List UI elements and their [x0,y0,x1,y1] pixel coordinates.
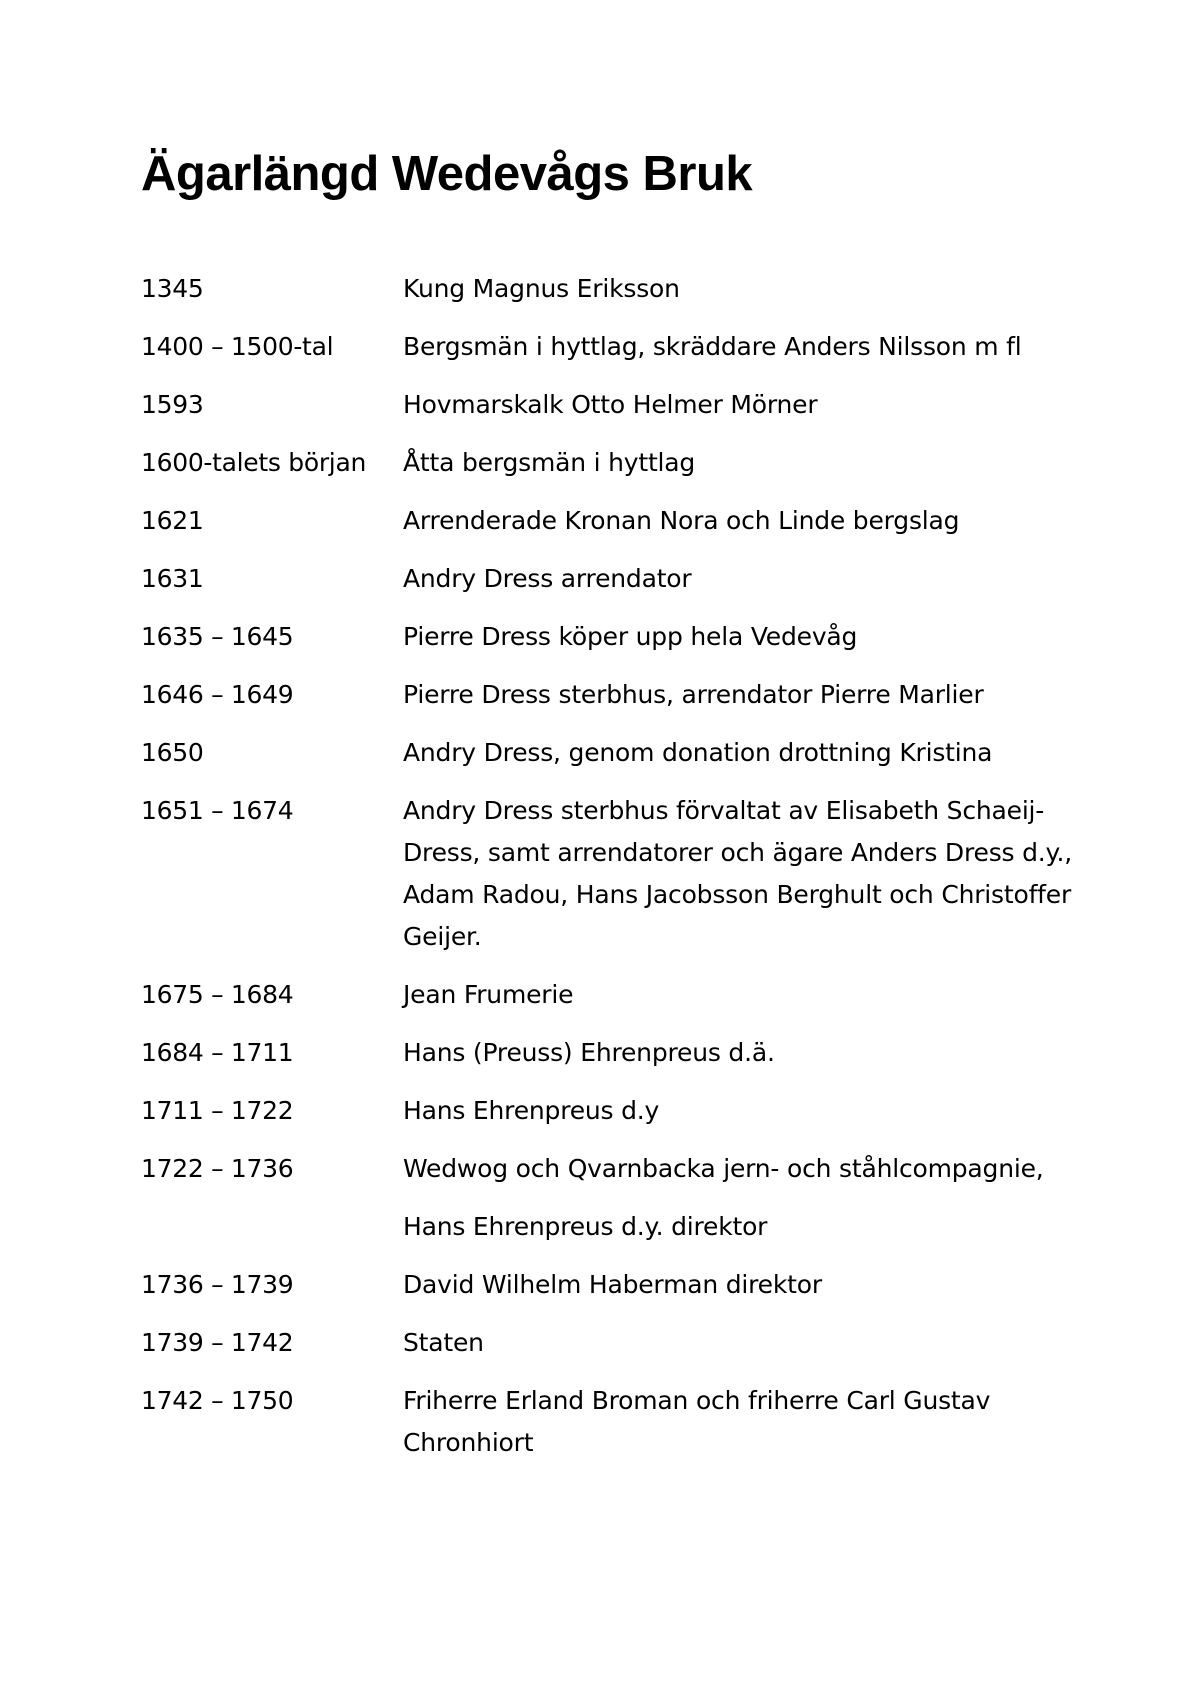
owner-cell: Bergsmän i hyttlag, skräddare Anders Nilsson m fl [403,332,1022,361]
owner-cell: Staten [403,1328,484,1357]
table-row [141,268,1081,310]
table-row [141,790,1081,958]
period-cell [141,1206,403,1248]
period-cell: 1736 – 1739 [141,1270,294,1299]
period-cell: 1600-talets början [141,448,367,477]
table-row [141,674,1081,716]
table-row [141,1206,1081,1248]
table-row [141,732,1081,774]
period-cell: 1739 – 1742 [141,1328,294,1357]
owner-cell: Pierre Dress sterbhus, arrendator Pierre Marlier [403,680,984,709]
owner-cell: Åtta bergsmän i hyttlag [403,448,696,477]
period-cell: 1631 [141,564,204,593]
table-row [141,500,1081,542]
owner-cell: Hans (Preuss) Ehrenpreus d.ä. [403,1038,775,1067]
owner-cell: Kung Magnus Eriksson [403,274,680,303]
owner-cell: Andry Dress arrendator [403,564,692,593]
owner-cell: Andry Dress, genom donation drottning Kristina [403,738,993,767]
table-row [141,384,1081,426]
table-row [141,616,1081,658]
period-cell: 1621 [141,506,204,535]
table-row [141,1322,1081,1364]
owner-cell: Friherre Erland Broman och friherre Carl Gustav Chronhiort [403,1386,991,1457]
table-row [141,1380,1081,1464]
owner-cell: Arrenderade Kronan Nora och Linde bergslag [403,506,960,535]
period-cell: 1593 [141,390,204,419]
table-row [141,1090,1081,1132]
owner-cell: Hans Ehrenpreus d.y [403,1096,660,1125]
period-cell: 1635 – 1645 [141,622,294,651]
period-cell: 1345 [141,274,204,303]
owner-cell: Andry Dress sterbhus förvaltat av Elisabeth Schaeij-Dress, samt arrendatorer och ägare Anders Dress d.y., Adam Radou, Hans Jacobsson Berghult och Christoffer Geijer. [403,796,1073,951]
period-cell: 1684 – 1711 [141,1038,294,1067]
period-cell: 1400 – 1500-tal [141,332,334,361]
period-cell: 1722 – 1736 [141,1154,294,1183]
owner-cell: Pierre Dress köper upp hela Vedevåg [403,622,858,651]
period-cell: 1675 – 1684 [141,980,294,1009]
table-row [141,442,1081,484]
table-row [141,1264,1081,1306]
owner-cell: David Wilhelm Haberman direktor [403,1270,822,1299]
table-row [141,974,1081,1016]
table-row [141,1148,1081,1190]
period-cell: 1650 [141,738,204,767]
owner-cell: Jean Frumerie [403,980,574,1009]
table-row [141,1032,1081,1074]
table-row [141,326,1081,368]
period-cell: 1646 – 1649 [141,680,294,709]
owner-cell: Hans Ehrenpreus d.y. direktor [403,1212,768,1241]
period-cell: 1711 – 1722 [141,1096,294,1125]
owner-list [141,268,1081,1480]
table-row [141,558,1081,600]
page-title: Ägarlängd Wedevågs Bruk [141,147,753,201]
owner-cell: Hovmarskalk Otto Helmer Mörner [403,390,818,419]
period-cell: 1651 – 1674 [141,796,294,825]
owner-cell: Wedwog och Qvarnbacka jern- och ståhlcompagnie, [403,1154,1044,1183]
period-cell: 1742 – 1750 [141,1386,294,1415]
